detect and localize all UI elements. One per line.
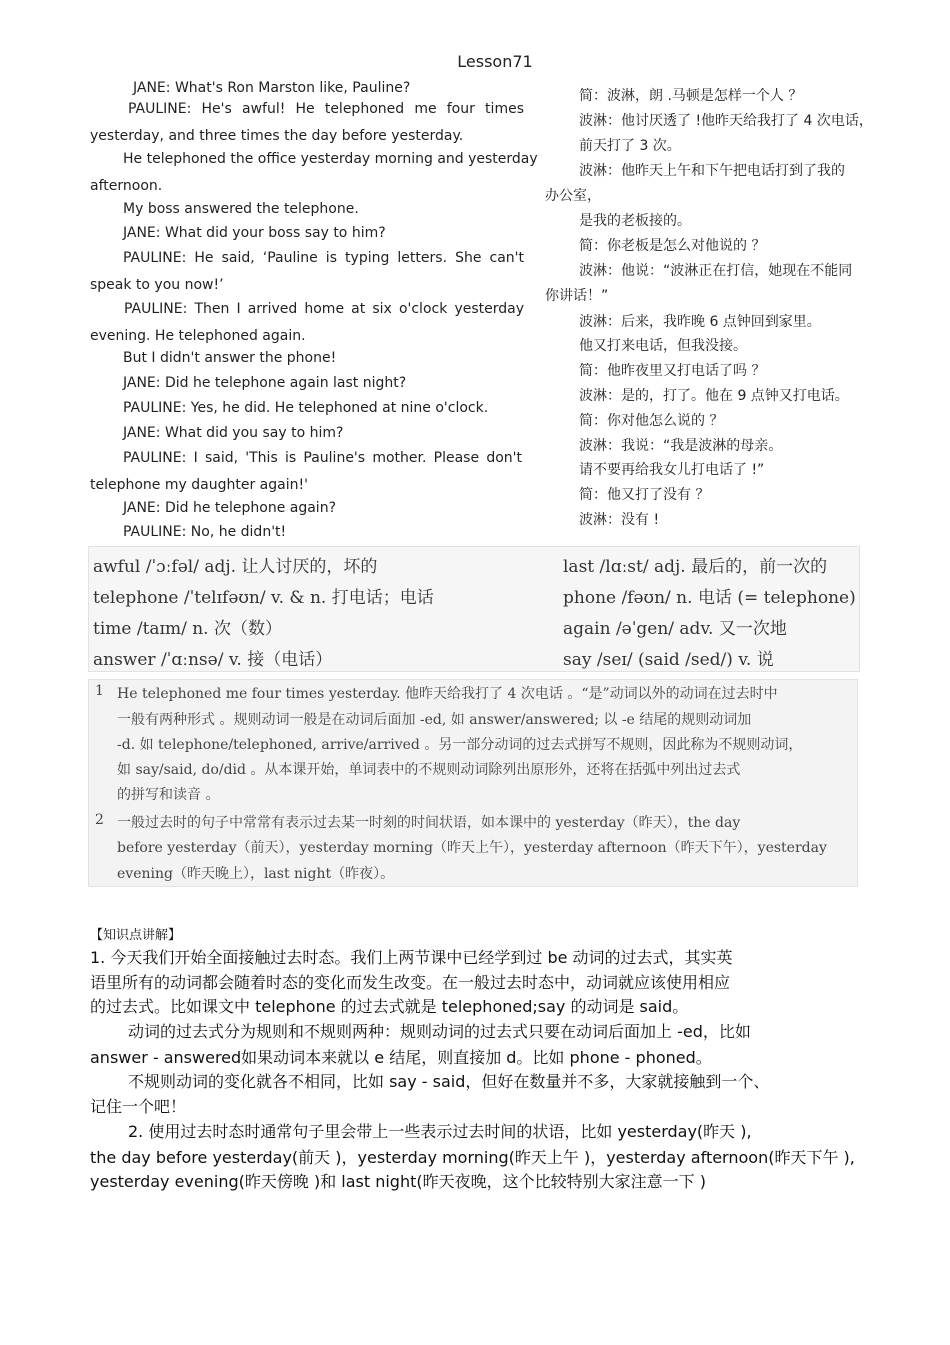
translation-line: 你讲话！” <box>545 288 609 304</box>
dialogue-line: PAULINE: No, he didn't! <box>123 524 287 540</box>
dialogue-line: PAULINE: Yes, he did. He telephoned at nine o'clock. <box>123 400 489 416</box>
dialogue-line: speak to you now!’ <box>90 277 224 293</box>
dialogue-line: JANE: What's Ron Marston like, Pauline? <box>133 80 411 96</box>
knowledge-line: 动词的过去式分为规则和不规则两种：规则动词的过去式只要在动词后面加上 -ed，比如 <box>128 1022 751 1041</box>
note-line: before yesterday（前天），yesterday morning（昨天上午），yesterday afternoon（昨天下午），yesterday <box>117 840 827 856</box>
translation-line: 简：他昨夜里又打电话了吗 ？ <box>579 363 766 379</box>
translation-line: 波淋：后来，我昨晚 6 点钟回到家里。 <box>579 314 821 330</box>
translation-line: 简：你对他怎么说的 ？ <box>579 413 724 429</box>
translation-line: 简：波淋，朗 .马顿是怎样一个人 ？ <box>579 88 803 104</box>
note-line: 一般过去时的句子中常常有表示过去某一时刻的时间状语，如本课中的 yesterday（昨天），the day <box>117 815 741 831</box>
note-number: 1 <box>95 683 104 699</box>
note-line: -d. 如 telephone/telephoned, arrive/arrived 。另一部分动词的过去式拼写不规则，因此称为不规则动词， <box>117 737 803 753</box>
translation-line: 他又打来电话，但我没接。 <box>579 338 747 354</box>
translation-line: 简：他又打了没有 ？ <box>579 487 710 503</box>
dialogue-line: PAULINE: I said, 'This is Pauline's mother. Please don't <box>123 450 522 466</box>
translation-line: 波淋：他昨天上午和下午把电话打到了我的 <box>579 163 845 179</box>
dialogue-line: PAULINE: He's awful! He telephoned me four times <box>128 101 524 117</box>
dialogue-line: afternoon. <box>90 178 163 194</box>
dialogue-line: But I didn't answer the phone! <box>123 350 337 366</box>
vocab-item: again /əˈgen/ adv. 又一次地 <box>563 619 787 639</box>
note-line: 一般有两种形式 。规则动词一般是在动词后面加 -ed, 如 answer/answered; 以 -e 结尾的规则动词加 <box>117 712 752 728</box>
translation-line: 波淋：他说：“波淋正在打信，她现在不能同 <box>579 263 853 279</box>
translation-line: 简：你老板是怎么对他说的 ？ <box>579 238 766 254</box>
translation-line: 波淋：是的，打了。他在 9 点钟又打电话。 <box>579 388 849 404</box>
translation-line: 办公室， <box>545 188 601 204</box>
vocab-item: telephone /ˈtelɪfəʊn/ v. & n. 打电话；电话 <box>93 588 434 608</box>
vocab-item: answer /ˈɑːnsə/ v. 接（电话） <box>93 650 333 670</box>
dialogue-line: yesterday, and three times the day before yesterday. <box>90 128 464 144</box>
knowledge-line: 2. 使用过去时态时通常句子里会带上一些表示过去时间的状语，比如 yesterday(昨天 ), <box>128 1122 752 1141</box>
vocabulary-panel <box>88 546 860 672</box>
note-line: 如 say/said, do/did 。从本课开始，单词表中的不规则动词除列出原形外，还将在括弧中列出过去式 <box>117 762 741 778</box>
vocab-item: time /taɪm/ n. 次（数） <box>93 619 282 639</box>
knowledge-line: 记住一个吧！ <box>90 1097 187 1116</box>
dialogue-line: He telephoned the office yesterday morning and yesterday <box>123 151 538 167</box>
dialogue-line: PAULINE: He said, ‘Pauline is typing letters. She can't <box>123 250 524 266</box>
lesson-title: Lesson71 <box>457 52 533 71</box>
knowledge-line: 不规则动词的变化就各不相同，比如 say - said，但好在数量并不多，大家就接触到一个、 <box>128 1072 770 1091</box>
knowledge-line: 语里所有的动词都会随着时态的变化而发生改变。在一般过去时态中，动词就应该使用相应 <box>90 973 731 992</box>
knowledge-line: 1. 今天我们开始全面接触过去时态。我们上两节课中已经学到过 be 动词的过去式，其实英 <box>90 948 733 967</box>
knowledge-line: yesterday evening(昨天傍晚 )和 last night(昨天夜晚，这个比较特别大家注意一下 ) <box>90 1172 706 1191</box>
dialogue-line: My boss answered the telephone. <box>123 201 359 217</box>
vocab-item: phone /fəʊn/ n. 电话 (= telephone) <box>563 588 856 608</box>
translation-line: 波淋：我说：“我是波淋的母亲。 <box>579 438 783 454</box>
translation-line: 是我的老板接的。 <box>579 213 691 229</box>
translation-line: 波淋：他讨厌透了 !他昨天给我打了 4 次电话， <box>579 113 873 129</box>
knowledge-line: the day before yesterday(前天 )，yesterday morning(昨天上午 )，yesterday afternoon(昨天下午 ), <box>90 1148 855 1167</box>
vocab-item: say /seɪ/ (said /sed/) v. 说 <box>563 650 774 670</box>
translation-line: 波淋：没有 ! <box>579 512 660 528</box>
translation-line: 前天打了 3 次。 <box>579 138 681 154</box>
dialogue-line: PAULINE: Then I arrived home at six o'clock yesterday <box>124 301 524 317</box>
translation-line: 请不要再给我女儿打电话了 !” <box>579 462 765 478</box>
dialogue-line: JANE: What did your boss say to him? <box>123 225 386 241</box>
dialogue-line: JANE: Did he telephone again? <box>123 500 336 516</box>
note-line: 的拼写和读音 。 <box>117 787 220 803</box>
note-line: He telephoned me four times yesterday. 他昨天给我打了 4 次电话 。“是”动词以外的动词在过去时中 <box>117 686 778 702</box>
dialogue-line: evening. He telephoned again. <box>90 328 306 344</box>
grammar-notes-panel <box>88 679 858 887</box>
vocab-item: last /lɑːst/ adj. 最后的，前一次的 <box>563 557 828 577</box>
knowledge-line: answer - answered如果动词本来就以 e 结尾，则直接加 d。比如 phone - phoned。 <box>90 1048 712 1067</box>
note-number: 2 <box>95 812 104 828</box>
note-line: evening（昨天晚上），last night（昨夜）。 <box>117 866 395 882</box>
knowledge-line: 的过去式。比如课文中 telephone 的过去式就是 telephoned;say 的动词是 said。 <box>90 997 689 1016</box>
dialogue-line: JANE: What did you say to him? <box>123 425 344 441</box>
vocab-item: awful /ˈɔːfəl/ adj. 让人讨厌的，坏的 <box>93 557 378 577</box>
dialogue-line: JANE: Did he telephone again last night? <box>123 375 407 391</box>
knowledge-heading: 【知识点讲解】 <box>90 928 182 943</box>
dialogue-line: telephone my daughter again!' <box>90 477 308 493</box>
